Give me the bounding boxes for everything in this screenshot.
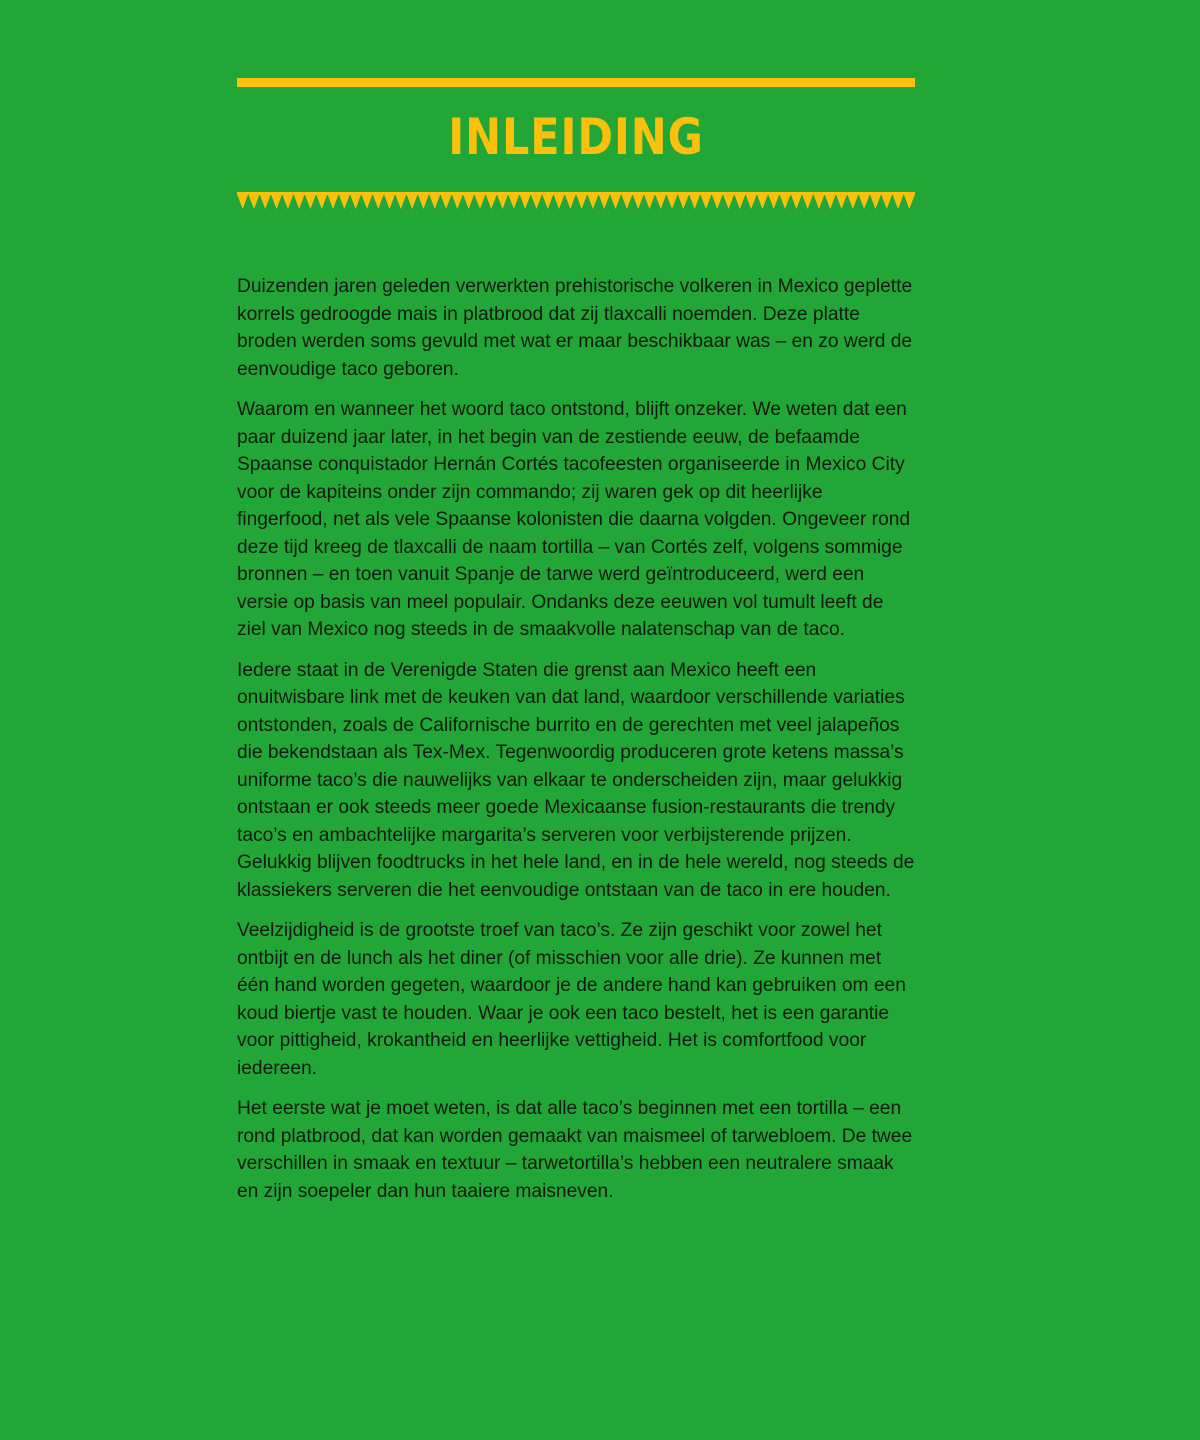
zigzag-tooth xyxy=(440,194,451,209)
page-content xyxy=(237,0,915,1440)
zigzag-tooth xyxy=(746,194,757,209)
zigzag-tooth xyxy=(553,194,564,209)
zigzag-tooth xyxy=(350,194,361,209)
zigzag-tooth xyxy=(655,194,666,209)
zigzag-tooth xyxy=(881,194,892,209)
zigzag-tooth xyxy=(237,194,248,209)
zigzag-tooth xyxy=(779,194,790,209)
zigzag-tooth xyxy=(847,194,858,209)
zigzag-tooth xyxy=(339,194,350,209)
zigzag-tooth xyxy=(621,194,632,209)
zigzag-tooth xyxy=(316,194,327,209)
paragraph: Duizenden jaren geleden verwerkten prehistorische volkeren in Mexico geplette korrels gedroogde mais in platbrood dat zij tlaxcalli noemden. Deze platte broden werden soms gevuld met wat er maar beschikbaar was – en zo werd de eenvoudige taco geboren. xyxy=(237,276,913,380)
zigzag-tooth xyxy=(599,194,610,209)
zigzag-tooth xyxy=(791,194,802,209)
zigzag-tooth xyxy=(294,194,305,209)
zigzag-tooth xyxy=(384,194,395,209)
zigzag-tooth xyxy=(474,194,485,209)
zigzag-tooth xyxy=(248,194,259,209)
zigzag-tooth xyxy=(452,194,463,209)
zigzag-tooth xyxy=(520,194,531,209)
zigzag-tooth xyxy=(497,194,508,209)
paragraph: Het eerste wat je moet weten, is dat alle taco’s beginnen met een tortilla – een rond platbrood, dat kan worden gemaakt van maismeel of tarwebloem. De twee verschillen in smaak en textuur – tarwetortilla’s hebben een neutralere smaak en zijn soepeler dan hun taaiere maisneven. xyxy=(237,1098,913,1202)
zigzag-tooth xyxy=(712,194,723,209)
zigzag-tooth xyxy=(689,194,700,209)
zigzag-tooth xyxy=(802,194,813,209)
zigzag-tooth xyxy=(542,194,553,209)
zigzag-tooth xyxy=(373,194,384,209)
zigzag-tooth xyxy=(271,194,282,209)
zigzag-tooth xyxy=(327,194,338,209)
zigzag-tooth xyxy=(610,194,621,209)
zigzag-tooth xyxy=(768,194,779,209)
zigzag-tooth xyxy=(486,194,497,209)
zigzag-tooth xyxy=(700,194,711,209)
zigzag-tooth xyxy=(260,194,271,209)
zigzag-tooth xyxy=(870,194,881,209)
zigzag-tooth xyxy=(813,194,824,209)
zigzag-tooth xyxy=(859,194,870,209)
zigzag-tooth xyxy=(644,194,655,209)
zigzag-tooth xyxy=(734,194,745,209)
zigzag-tooth xyxy=(892,194,903,209)
zigzag-tooth xyxy=(666,194,677,209)
paragraph: Veelzijdigheid is de grootste troef van taco’s. Ze zijn geschikt voor zowel het ontbijt en de lunch als het diner (of misschien voor alle drie). Ze kunnen met één hand worden gegeten, waardoor je de andere hand kan gebruiken om een koud biertje vast te houden. Waar je ook een taco bestelt, het is een garantie voor pittigheid, krokantheid en heerlijke vettigheid. Het is comfortfood voor iedereen. xyxy=(237,920,906,1079)
zigzag-tooth xyxy=(825,194,836,209)
zigzag-tooth xyxy=(633,194,644,209)
zigzag-tooth xyxy=(678,194,689,209)
paragraph: Waarom en wanneer het woord taco ontstond, blijft onzeker. We weten dat een paar duizend jaar later, in het begin van de zestiende eeuw, de befaamde Spaanse conquistador Hernán Cortés tacofeesten organiseerde in Mexico City voor de kapiteins onder zijn commando; zij waren gek op dit heerlijke fingerfood, net als vele Spaanse kolonisten die daarna volgden. Ongeveer rond deze tijd kreeg de tlaxcalli de naam tortilla – van Cortés zelf, volgens sommige bronnen – en toen vanuit Spanje de tarwe werd geïntroduceerd, werd een versie op basis van meel populair. Ondanks deze eeuwen vol tumult leeft de ziel van Mexico nog steeds in de smaakvolle nalatenschap van de taco. xyxy=(237,399,911,640)
zigzag-tooth xyxy=(723,194,734,209)
zigzag-tooth xyxy=(361,194,372,209)
top-rule xyxy=(237,78,915,87)
zigzag-tooth xyxy=(282,194,293,209)
zigzag-tooth xyxy=(836,194,847,209)
zigzag-tooth xyxy=(565,194,576,209)
paragraph: Iedere staat in de Verenigde Staten die grenst aan Mexico heeft een onuitwisbare link met de keuken van dat land, waardoor verschillende variaties ontstonden, zoals de Californische burrito en de gerechten met veel jalapeños die bekendstaan als Tex-Mex. Tegenwoordig produceren grote ketens massa’s uniforme taco’s die nauwelijks van elkaar te onderscheiden zijn, maar gelukkig ontstaan er ook steeds meer goede Mexicaanse fusion-restaurants die trendy taco’s en ambachtelijke margarita’s serveren voor verbijsterende prijzen. Gelukkig blijven foodtrucks in het hele land, en in de hele wereld, nog steeds de klassiekers serveren die het eenvoudige ontstaan van de taco in ere houden. xyxy=(237,659,915,901)
body-text xyxy=(237,273,917,1218)
page-title: INLEIDING xyxy=(448,108,704,166)
zigzag-tooth xyxy=(418,194,429,209)
zigzag-tooth xyxy=(395,194,406,209)
zigzag-tooth xyxy=(508,194,519,209)
zigzag-divider xyxy=(237,192,915,210)
zigzag-tooth xyxy=(305,194,316,209)
zigzag-tooth xyxy=(463,194,474,209)
zigzag-tooth xyxy=(576,194,587,209)
zigzag-tooth xyxy=(407,194,418,209)
zigzag-tooth xyxy=(904,194,915,209)
zigzag-tooth xyxy=(429,194,440,209)
zigzag-tooth xyxy=(587,194,598,209)
zigzag-tooth xyxy=(531,194,542,209)
zigzag-tooth xyxy=(757,194,768,209)
